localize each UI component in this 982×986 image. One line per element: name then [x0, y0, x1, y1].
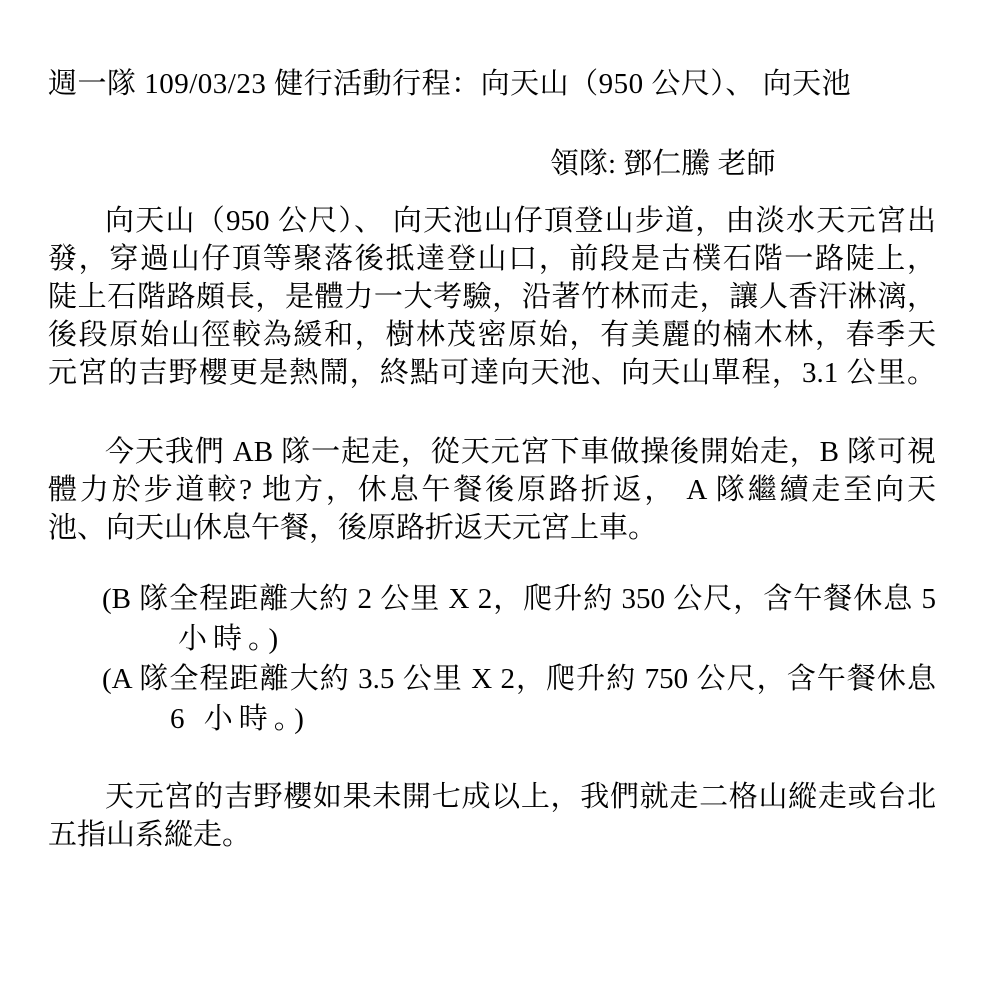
paragraph-line: 後段原始山徑較為緩和，樹林茂密原始，有美麗的楠木林，春季天: [48, 319, 936, 351]
paragraph-team-plan: [48, 433, 936, 547]
paragraph-line: 陡上石階路頗長，是體力一大考驗，沿著竹林而走，讓人香汗淋漓，: [48, 281, 936, 313]
paragraph-line: 五指山系縱走。: [48, 819, 252, 851]
paragraph-line: 元宮的吉野櫻更是熱鬧，終點可達向天池、向天山單程，3.1 公里。: [48, 357, 936, 389]
paragraph-line: 向天山（950 公尺）、 向天池山仔頂登山步道，由淡水天元宮出: [105, 205, 936, 237]
paragraph-line: 池、向天山休息午餐，後原路折返天元宮上車。: [48, 512, 658, 544]
note-a-line: (A 隊全程距離大約 3.5 公里 X 2，爬升約 750 公尺，含午餐休息: [102, 663, 936, 695]
note-a-line: 6 小時。): [170, 703, 310, 735]
note-b-line: (B 隊全程距離大約 2 公里 X 2，爬升約 350 公尺，含午餐休息 5: [102, 583, 936, 615]
notes-distance: [48, 579, 936, 739]
paragraph-backup-plan: [48, 778, 936, 854]
note-b-line: 小時。): [178, 623, 285, 655]
paragraph-line: 天元宮的吉野櫻如果未開七成以上，我們就走二格山縱走或台北: [105, 781, 936, 813]
paragraph-route-description: [48, 202, 936, 392]
paragraph-line: 體力於步道較? 地方，休息午餐後原路折返， A 隊繼續走至向天: [48, 474, 936, 506]
paragraph-line: 發，穿過山仔頂等聚落後抵達登山口，前段是古樸石階一路陡上，: [48, 243, 936, 275]
document-title: 週一隊 109/03/23 健行活動行程：向天山（950 公尺）、 向天池: [48, 68, 852, 100]
paragraph-line: 今天我們 AB 隊一起走，從天元宮下車做操後開始走，B 隊可視: [105, 436, 936, 468]
leader-line: 領隊: 鄧仁騰 老師: [550, 148, 776, 180]
